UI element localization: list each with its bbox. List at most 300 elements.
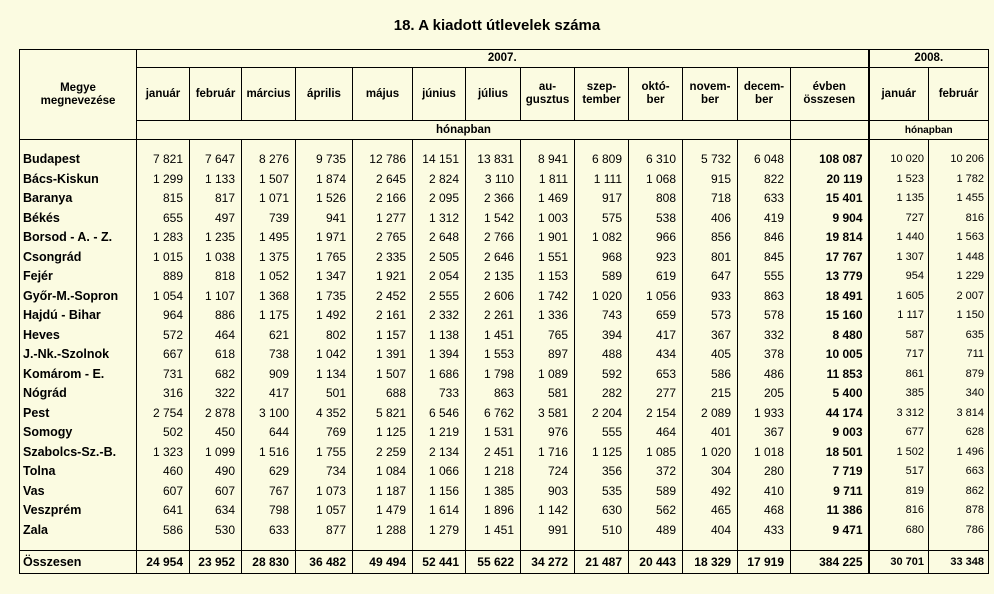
month-value: 1 279 — [413, 521, 466, 541]
month-value: 630 — [575, 501, 629, 521]
month-value: 535 — [575, 482, 629, 502]
month-value: 1 469 — [521, 189, 575, 209]
month-value: 13 831 — [466, 150, 521, 170]
month-value: 356 — [575, 462, 629, 482]
month-value: 1 394 — [413, 345, 466, 365]
year-total-value: 11 386 — [791, 501, 869, 521]
month-value: 1 492 — [296, 306, 353, 326]
month-value: 1 134 — [296, 365, 353, 385]
year-total-value: 20 119 — [791, 170, 869, 190]
table-row — [20, 306, 989, 326]
month-value: 34 272 — [521, 551, 575, 574]
month-value: 1 068 — [629, 170, 683, 190]
month-value: 1 142 — [521, 501, 575, 521]
table-row — [20, 228, 989, 248]
month-value: 733 — [413, 384, 466, 404]
month-value: 1 542 — [466, 209, 521, 229]
month-value: 933 — [683, 287, 738, 307]
month-value: 1 312 — [413, 209, 466, 229]
value-2008: 663 — [929, 462, 989, 482]
county-name: Baranya — [20, 189, 137, 209]
month-value: 1 391 — [353, 345, 413, 365]
month-value: 572 — [137, 326, 190, 346]
value-2008: 677 — [869, 423, 929, 443]
month-value: 23 952 — [190, 551, 242, 574]
month-value: 718 — [683, 189, 738, 209]
month-value: 1 218 — [466, 462, 521, 482]
month-value: 1 323 — [137, 443, 190, 463]
month-value: 1 085 — [629, 443, 683, 463]
month-value: 316 — [137, 384, 190, 404]
total-row — [20, 551, 989, 574]
month-value: 433 — [738, 521, 791, 541]
month-value: 641 — [137, 501, 190, 521]
year-2007-header: 2007. — [137, 50, 869, 68]
month-value: 592 — [575, 365, 629, 385]
month-value: 530 — [190, 521, 242, 541]
month-value: 2 134 — [413, 443, 466, 463]
value-2008: 816 — [929, 209, 989, 229]
month-value: 586 — [137, 521, 190, 541]
month-value: 621 — [242, 326, 296, 346]
table-row — [20, 404, 989, 424]
month-value: 1 020 — [575, 287, 629, 307]
month-header-2007: szep- tember — [575, 68, 629, 121]
month-value: 822 — [738, 170, 791, 190]
value-2008: 1 229 — [929, 267, 989, 287]
month-value: 4 352 — [296, 404, 353, 424]
month-value: 502 — [137, 423, 190, 443]
table-row — [20, 384, 989, 404]
table-row — [20, 189, 989, 209]
month-value: 1 507 — [353, 365, 413, 385]
table-row — [20, 267, 989, 287]
county-name: Tolna — [20, 462, 137, 482]
value-2008: 1 117 — [869, 306, 929, 326]
county-name: Zala — [20, 521, 137, 541]
month-value: 6 809 — [575, 150, 629, 170]
month-value: 404 — [683, 521, 738, 541]
year-total-value: 8 480 — [791, 326, 869, 346]
value-2008: 879 — [929, 365, 989, 385]
spacer-row — [20, 540, 989, 551]
county-name: Komárom - E. — [20, 365, 137, 385]
month-value: 1 018 — [738, 443, 791, 463]
spacer-row — [20, 140, 989, 151]
month-value: 2 259 — [353, 443, 413, 463]
year-total-value: 17 767 — [791, 248, 869, 268]
month-header-2007: októ- ber — [629, 68, 683, 121]
month-value: 1 516 — [242, 443, 296, 463]
month-value: 2 161 — [353, 306, 413, 326]
table-row — [20, 365, 989, 385]
month-value: 2 332 — [413, 306, 466, 326]
year-total-value: 13 779 — [791, 267, 869, 287]
unit-2008: hónapban — [869, 121, 989, 140]
month-value: 1 084 — [353, 462, 413, 482]
month-value: 419 — [738, 209, 791, 229]
month-header-2007: május — [353, 68, 413, 121]
unit-2007: hónapban — [137, 121, 791, 140]
month-header-2007: február — [190, 68, 242, 121]
value-2008: 10 206 — [929, 150, 989, 170]
month-value: 14 151 — [413, 150, 466, 170]
year-total-value: 10 005 — [791, 345, 869, 365]
month-value: 1 336 — [521, 306, 575, 326]
month-value: 1 375 — [242, 248, 296, 268]
month-value: 12 786 — [353, 150, 413, 170]
month-value: 1 921 — [353, 267, 413, 287]
month-value: 55 622 — [466, 551, 521, 574]
value-2008: 33 348 — [929, 551, 989, 574]
month-value: 731 — [137, 365, 190, 385]
county-name: Somogy — [20, 423, 137, 443]
month-value: 1 071 — [242, 189, 296, 209]
month-value: 917 — [575, 189, 629, 209]
month-value: 1 125 — [575, 443, 629, 463]
month-value: 573 — [683, 306, 738, 326]
month-value: 589 — [575, 267, 629, 287]
county-name: Pest — [20, 404, 137, 424]
year-total-value: 44 174 — [791, 404, 869, 424]
month-value: 18 329 — [683, 551, 738, 574]
county-name: Csongrád — [20, 248, 137, 268]
month-value: 724 — [521, 462, 575, 482]
month-value: 1 133 — [190, 170, 242, 190]
month-value: 1 054 — [137, 287, 190, 307]
value-2008: 2 007 — [929, 287, 989, 307]
year-total-value: 108 087 — [791, 150, 869, 170]
value-2008: 1 440 — [869, 228, 929, 248]
month-value: 52 441 — [413, 551, 466, 574]
year-total-value: 15 160 — [791, 306, 869, 326]
month-value: 5 732 — [683, 150, 738, 170]
month-value: 2 335 — [353, 248, 413, 268]
year-total-value: 18 501 — [791, 443, 869, 463]
year-total-value: 9 471 — [791, 521, 869, 541]
month-value: 434 — [629, 345, 683, 365]
month-value: 1 089 — [521, 365, 575, 385]
month-value: 633 — [242, 521, 296, 541]
month-value: 966 — [629, 228, 683, 248]
month-value: 28 830 — [242, 551, 296, 574]
month-value: 401 — [683, 423, 738, 443]
month-value: 607 — [190, 482, 242, 502]
month-value: 991 — [521, 521, 575, 541]
month-value: 450 — [190, 423, 242, 443]
month-value: 886 — [190, 306, 242, 326]
month-value: 633 — [738, 189, 791, 209]
month-value: 1 153 — [521, 267, 575, 287]
month-value: 488 — [575, 345, 629, 365]
month-value: 406 — [683, 209, 738, 229]
month-value: 1 187 — [353, 482, 413, 502]
month-value: 3 100 — [242, 404, 296, 424]
month-value: 538 — [629, 209, 683, 229]
month-value: 1 003 — [521, 209, 575, 229]
month-value: 618 — [190, 345, 242, 365]
month-value: 1 056 — [629, 287, 683, 307]
table-row — [20, 501, 989, 521]
month-value: 7 821 — [137, 150, 190, 170]
month-value: 378 — [738, 345, 791, 365]
month-value: 2 135 — [466, 267, 521, 287]
value-2008: 1 502 — [869, 443, 929, 463]
month-value: 460 — [137, 462, 190, 482]
month-value: 1 896 — [466, 501, 521, 521]
county-name: Bács-Kiskun — [20, 170, 137, 190]
month-value: 941 — [296, 209, 353, 229]
month-value: 1 385 — [466, 482, 521, 502]
month-value: 492 — [683, 482, 738, 502]
month-value: 2 054 — [413, 267, 466, 287]
value-2008: 861 — [869, 365, 929, 385]
year-total-value: 7 719 — [791, 462, 869, 482]
month-value: 1 551 — [521, 248, 575, 268]
month-value: 1 765 — [296, 248, 353, 268]
month-value: 1 099 — [190, 443, 242, 463]
month-value: 1 495 — [242, 228, 296, 248]
table-row — [20, 443, 989, 463]
month-value: 644 — [242, 423, 296, 443]
value-2008: 517 — [869, 462, 929, 482]
month-value: 555 — [575, 423, 629, 443]
year-total-value: 9 904 — [791, 209, 869, 229]
month-value: 1 073 — [296, 482, 353, 502]
month-value: 1 686 — [413, 365, 466, 385]
month-value: 6 546 — [413, 404, 466, 424]
month-value: 8 941 — [521, 150, 575, 170]
month-value: 1 138 — [413, 326, 466, 346]
month-value: 1 057 — [296, 501, 353, 521]
month-value: 555 — [738, 267, 791, 287]
value-2008: 1 455 — [929, 189, 989, 209]
month-value: 280 — [738, 462, 791, 482]
value-2008: 30 701 — [869, 551, 929, 574]
month-value: 575 — [575, 209, 629, 229]
month-value: 417 — [629, 326, 683, 346]
value-2008: 1 523 — [869, 170, 929, 190]
value-2008: 1 605 — [869, 287, 929, 307]
table-row — [20, 209, 989, 229]
month-value: 1 288 — [353, 521, 413, 541]
value-2008: 1 150 — [929, 306, 989, 326]
month-value: 6 762 — [466, 404, 521, 424]
table-row — [20, 482, 989, 502]
month-value: 2 824 — [413, 170, 466, 190]
county-name: Győr-M.-Sopron — [20, 287, 137, 307]
year-total-value: 5 400 — [791, 384, 869, 404]
month-value: 2 648 — [413, 228, 466, 248]
value-2008: 1 782 — [929, 170, 989, 190]
month-value: 1 526 — [296, 189, 353, 209]
month-value: 2 451 — [466, 443, 521, 463]
month-value: 1 157 — [353, 326, 413, 346]
month-value: 7 647 — [190, 150, 242, 170]
month-value: 1 156 — [413, 482, 466, 502]
month-header-2007: március — [242, 68, 296, 121]
month-value: 6 310 — [629, 150, 683, 170]
month-value: 915 — [683, 170, 738, 190]
month-value: 1 038 — [190, 248, 242, 268]
year-total-value: 9 711 — [791, 482, 869, 502]
month-value: 2 645 — [353, 170, 413, 190]
month-value: 815 — [137, 189, 190, 209]
month-value: 2 261 — [466, 306, 521, 326]
county-name: Hajdú - Bihar — [20, 306, 137, 326]
month-value: 765 — [521, 326, 575, 346]
month-value: 817 — [190, 189, 242, 209]
month-value: 1 531 — [466, 423, 521, 443]
month-value: 2 154 — [629, 404, 683, 424]
table-row — [20, 170, 989, 190]
month-value: 2 765 — [353, 228, 413, 248]
table-row — [20, 326, 989, 346]
month-value: 897 — [521, 345, 575, 365]
month-value: 581 — [521, 384, 575, 404]
month-value: 1 507 — [242, 170, 296, 190]
table-row — [20, 150, 989, 170]
month-value: 877 — [296, 521, 353, 541]
month-value: 903 — [521, 482, 575, 502]
month-value: 2 166 — [353, 189, 413, 209]
month-value: 464 — [190, 326, 242, 346]
month-value: 1 299 — [137, 170, 190, 190]
month-value: 2 505 — [413, 248, 466, 268]
month-value: 863 — [466, 384, 521, 404]
month-value: 682 — [190, 365, 242, 385]
month-header-2007: július — [466, 68, 521, 121]
month-value: 2 204 — [575, 404, 629, 424]
month-value: 863 — [738, 287, 791, 307]
month-value: 1 015 — [137, 248, 190, 268]
month-value: 277 — [629, 384, 683, 404]
month-value: 1 052 — [242, 267, 296, 287]
month-value: 205 — [738, 384, 791, 404]
month-value: 1 107 — [190, 287, 242, 307]
value-2008: 587 — [869, 326, 929, 346]
month-value: 1 479 — [353, 501, 413, 521]
month-value: 282 — [575, 384, 629, 404]
month-value: 738 — [242, 345, 296, 365]
month-value: 734 — [296, 462, 353, 482]
month-value: 856 — [683, 228, 738, 248]
value-2008: 786 — [929, 521, 989, 541]
passport-table — [19, 49, 989, 574]
value-2008: 10 020 — [869, 150, 929, 170]
month-value: 1 874 — [296, 170, 353, 190]
county-name: Borsod - A. - Z. — [20, 228, 137, 248]
month-value: 405 — [683, 345, 738, 365]
month-value: 322 — [190, 384, 242, 404]
month-value: 3 581 — [521, 404, 575, 424]
month-value: 2 452 — [353, 287, 413, 307]
value-2008: 635 — [929, 326, 989, 346]
month-value: 1 716 — [521, 443, 575, 463]
month-value: 688 — [353, 384, 413, 404]
value-2008: 3 814 — [929, 404, 989, 424]
month-value: 1 020 — [683, 443, 738, 463]
month-value: 1 933 — [738, 404, 791, 424]
value-2008: 1 563 — [929, 228, 989, 248]
month-value: 1 614 — [413, 501, 466, 521]
value-2008: 954 — [869, 267, 929, 287]
month-value: 846 — [738, 228, 791, 248]
month-value: 889 — [137, 267, 190, 287]
month-value: 489 — [629, 521, 683, 541]
table-title: 18. A kiadott útlevelek száma — [393, 17, 601, 34]
county-name: J.-Nk.-Szolnok — [20, 345, 137, 365]
month-value: 653 — [629, 365, 683, 385]
month-value: 501 — [296, 384, 353, 404]
value-2008: 1 448 — [929, 248, 989, 268]
month-header-2008: január — [869, 68, 929, 121]
month-value: 798 — [242, 501, 296, 521]
month-value: 1 451 — [466, 521, 521, 541]
month-header-2007: április — [296, 68, 353, 121]
month-value: 2 606 — [466, 287, 521, 307]
month-value: 215 — [683, 384, 738, 404]
month-value: 769 — [296, 423, 353, 443]
month-value: 1 798 — [466, 365, 521, 385]
month-value: 818 — [190, 267, 242, 287]
month-value: 1 735 — [296, 287, 353, 307]
month-value: 607 — [137, 482, 190, 502]
month-header-2008: február — [929, 68, 989, 121]
month-value: 586 — [683, 365, 738, 385]
month-value: 8 276 — [242, 150, 296, 170]
year-total-value: 19 814 — [791, 228, 869, 248]
county-name: Fejér — [20, 267, 137, 287]
county-name: Békés — [20, 209, 137, 229]
year-total-value: 11 853 — [791, 365, 869, 385]
value-2008: 711 — [929, 345, 989, 365]
month-value: 417 — [242, 384, 296, 404]
month-value: 1 082 — [575, 228, 629, 248]
month-value: 619 — [629, 267, 683, 287]
county-name: Veszprém — [20, 501, 137, 521]
month-value: 372 — [629, 462, 683, 482]
month-value: 1 347 — [296, 267, 353, 287]
month-value: 5 821 — [353, 404, 413, 424]
month-value: 1 368 — [242, 287, 296, 307]
month-value: 1 111 — [575, 170, 629, 190]
month-value: 739 — [242, 209, 296, 229]
table-row — [20, 345, 989, 365]
month-value: 36 482 — [296, 551, 353, 574]
month-value: 562 — [629, 501, 683, 521]
value-2008: 878 — [929, 501, 989, 521]
month-value: 968 — [575, 248, 629, 268]
month-value: 367 — [738, 423, 791, 443]
month-value: 304 — [683, 462, 738, 482]
month-value: 647 — [683, 267, 738, 287]
month-value: 49 494 — [353, 551, 413, 574]
month-value: 808 — [629, 189, 683, 209]
county-name: Nógrád — [20, 384, 137, 404]
value-2008: 385 — [869, 384, 929, 404]
month-value: 486 — [738, 365, 791, 385]
month-value: 2 366 — [466, 189, 521, 209]
month-value: 629 — [242, 462, 296, 482]
value-2008: 340 — [929, 384, 989, 404]
month-value: 510 — [575, 521, 629, 541]
month-value: 976 — [521, 423, 575, 443]
value-2008: 1 135 — [869, 189, 929, 209]
month-value: 2 878 — [190, 404, 242, 424]
month-value: 2 754 — [137, 404, 190, 424]
month-value: 1 811 — [521, 170, 575, 190]
